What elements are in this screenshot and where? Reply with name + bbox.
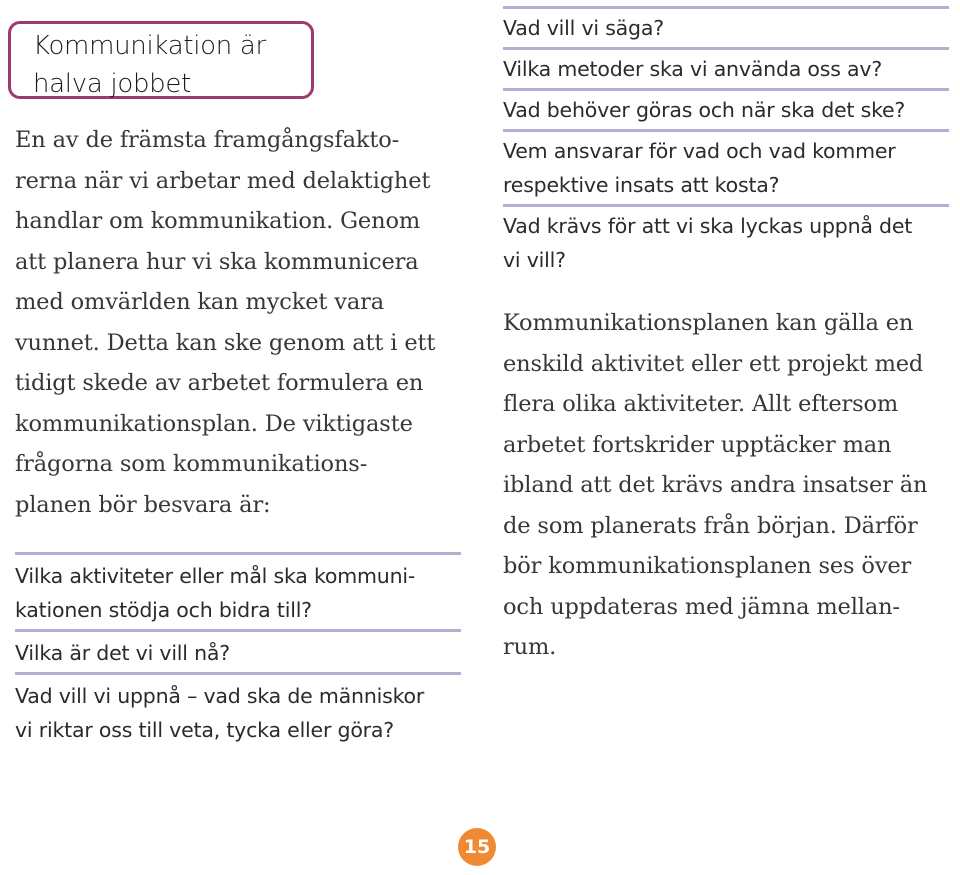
section-heading-box	[8, 21, 314, 99]
closing-paragraph	[503, 303, 948, 668]
text-line: En av de främsta framgångsfakto-	[15, 127, 400, 153]
text-line: rerna när vi arbetar med delaktighet	[15, 167, 431, 194]
text-line: tidigt skede av arbetet formulera en	[15, 370, 424, 396]
section-heading	[33, 27, 313, 103]
question-list-left	[15, 552, 461, 749]
text-line: rum.	[503, 634, 557, 660]
text-line: att planera hur vi ska kommunicera	[15, 248, 419, 275]
question-item	[503, 129, 949, 204]
question-line: kationen stödja och bidra till?	[15, 598, 312, 622]
text-line: kommunikationsplan. De viktigaste	[15, 410, 413, 437]
question-line: Vad vill vi uppnå – vad ska de människor	[15, 684, 425, 708]
question-line: respektive insats att kosta?	[503, 173, 780, 197]
question-line: Vad vill vi säga?	[503, 16, 664, 40]
question-line: Vilka är det vi vill nå?	[15, 641, 230, 665]
question-line: Vem ansvarar för vad och vad kommer	[503, 139, 896, 163]
question-line: Vad behöver göras och när ska det ske?	[503, 98, 906, 122]
section-heading-line: halva jobbet	[33, 69, 191, 99]
question-item	[15, 552, 461, 629]
text-line: arbetet fortskrider upptäcker man	[503, 431, 892, 458]
text-line: bör kommunikationsplanen ses över	[503, 553, 912, 579]
text-line: Kommunikationsplanen kan gälla en	[503, 310, 914, 336]
text-line: och uppdateras med jämna mellan-	[503, 593, 900, 620]
question-line: vi riktar oss till veta, tycka eller göra?	[15, 718, 394, 742]
text-line: frågorna som kommunikations-	[15, 451, 368, 477]
question-line: Vad krävs för att vi ska lyckas uppnå det	[503, 214, 913, 238]
text-line: handlar om kommunikation. Genom	[15, 208, 421, 234]
text-line: med omvärlden kan mycket vara	[15, 289, 384, 315]
page-number-badge: 15	[458, 828, 496, 866]
text-line: de som planerats från början. Därför	[503, 512, 918, 539]
question-item	[15, 629, 461, 672]
question-line: Vilka aktiviteter eller mål ska kommuni-	[15, 564, 416, 588]
question-item	[15, 672, 461, 749]
text-line: vunnet. Detta kan ske genom att i ett	[15, 329, 436, 356]
text-line: planen bör besvara är:	[15, 491, 271, 518]
text-line: ibland att det krävs andra insatser än	[503, 472, 928, 498]
question-item	[503, 204, 949, 279]
text-line: flera olika aktiviteter. Allt eftersom	[503, 391, 899, 417]
section-heading-line: Kommunikation är	[33, 31, 266, 61]
question-item	[503, 88, 949, 129]
question-line: Vilka metoder ska vi använda oss av?	[503, 57, 883, 81]
question-item	[503, 6, 949, 47]
question-list-right	[503, 6, 949, 279]
question-item	[503, 47, 949, 88]
intro-paragraph	[15, 120, 465, 525]
text-line: enskild aktivitet eller ett projekt med	[503, 350, 924, 377]
question-line: vi vill?	[503, 248, 566, 272]
